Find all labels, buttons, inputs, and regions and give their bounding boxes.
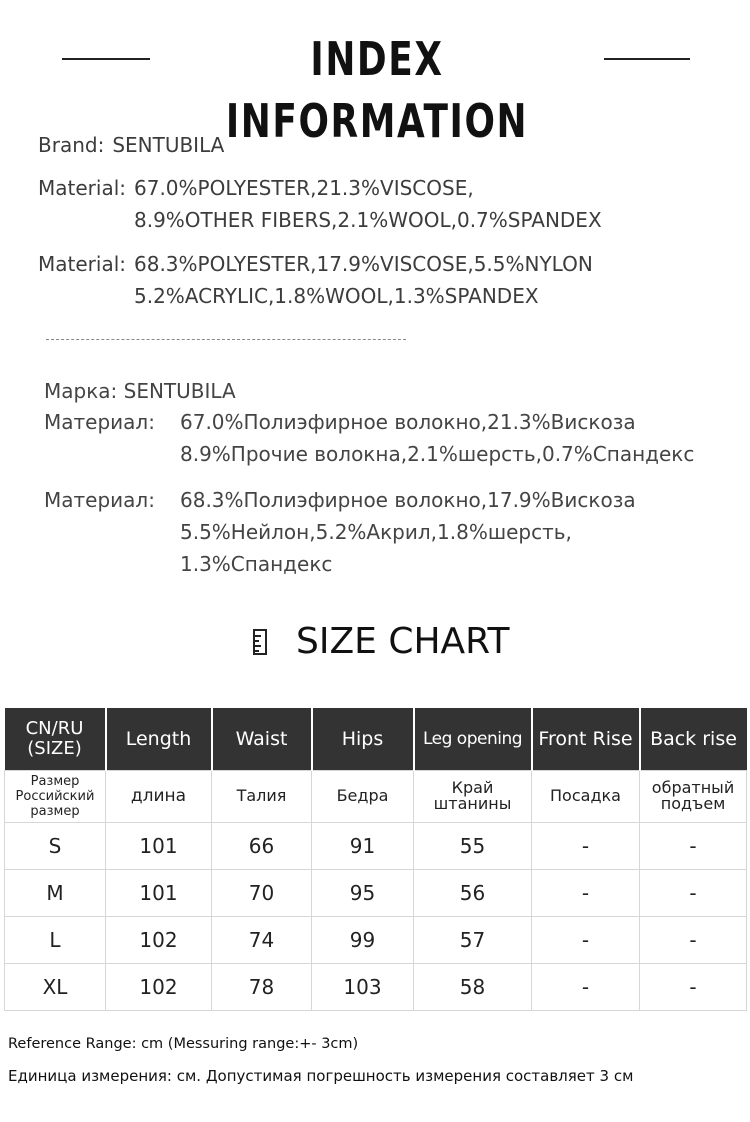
ru-header-length: длина — [106, 770, 212, 822]
cell-back-rise: - — [640, 916, 747, 963]
material-ru-label: Материал: — [44, 410, 155, 434]
cell-hips: 91 — [312, 822, 414, 869]
brand-ru: Марка: SENTUBILA — [44, 379, 236, 403]
brand-value: SENTUBILA — [112, 133, 225, 157]
material-ru-line: 5.5%Нейлон,5.2%Акрил,1.8%шерсть, — [180, 520, 572, 544]
cell-front-rise: - — [532, 916, 640, 963]
ru-header-front-rise: Посадка — [532, 770, 640, 822]
cell-size: S — [5, 822, 106, 869]
material-ru-value-1 — [180, 406, 694, 470]
ru-header-waist: Талия — [212, 770, 312, 822]
cell-size: M — [5, 869, 106, 916]
cell-hips: 103 — [312, 963, 414, 1010]
header-left-rule — [62, 58, 150, 60]
reference-range-note-ru: Единица измерения: см. Допустимая погрешность измерения составляет 3 см — [8, 1067, 634, 1085]
cell-back-rise: - — [640, 822, 747, 869]
cell-hips: 95 — [312, 869, 414, 916]
dashed-divider — [46, 339, 406, 340]
cell-length: 101 — [106, 869, 212, 916]
ru-header-size: Размер Российский размер — [5, 770, 106, 822]
brand-label: Brand: — [38, 133, 105, 157]
header-back-rise: Back rise — [640, 708, 747, 770]
material-label: Material: — [38, 176, 126, 200]
brand-row — [38, 130, 602, 160]
table-row — [5, 869, 747, 916]
header-front-rise: Front Rise — [532, 708, 640, 770]
reference-range-note: Reference Range: cm (Messuring range:+- 3cm) — [8, 1036, 359, 1052]
cell-front-rise: - — [532, 963, 640, 1010]
header-length: Length — [106, 708, 212, 770]
page-title: INDEX INFORMATION — [225, 32, 529, 148]
cell-waist: 74 — [212, 916, 312, 963]
material-line: 68.3%POLYESTER,17.9%VISCOSE,5.5%NYLON — [134, 252, 593, 276]
material-ru-line: 67.0%Полиэфирное волокно,21.3%Вискоза — [180, 410, 636, 434]
cell-length: 102 — [106, 963, 212, 1010]
cell-leg-opening: 58 — [414, 963, 532, 1010]
cell-leg-opening: 56 — [414, 869, 532, 916]
header-waist: Waist — [212, 708, 312, 770]
material-ru-value-2 — [180, 484, 636, 580]
ru-header-hips: Бедра — [312, 770, 414, 822]
material-value-2 — [126, 248, 593, 312]
material-value-1 — [126, 172, 602, 236]
material-label: Material: — [38, 252, 126, 276]
cell-waist: 78 — [212, 963, 312, 1010]
material-line: 5.2%ACRYLIC,1.8%WOOL,1.3%SPANDEX — [134, 284, 539, 308]
cell-length: 102 — [106, 916, 212, 963]
table-row-russian-headers — [5, 770, 747, 822]
cell-front-rise: - — [532, 869, 640, 916]
ruler-icon — [253, 629, 267, 655]
ru-header-leg-opening: Край штанины — [414, 770, 532, 822]
cell-hips: 99 — [312, 916, 414, 963]
cell-length: 101 — [106, 822, 212, 869]
material-ru-line: 8.9%Прочие волокна,2.1%шерсть,0.7%Спандекс — [180, 442, 695, 466]
material-line: 8.9%OTHER FIBERS,2.1%WOOL,0.7%SPANDEX — [134, 208, 602, 232]
ru-header-back-rise: обратный подъем — [640, 770, 747, 822]
header-leg-opening: Leg opening — [414, 708, 532, 770]
table-row — [5, 916, 747, 963]
cell-size: XL — [5, 963, 106, 1010]
material-ru-row-1 — [44, 406, 694, 470]
cell-waist: 66 — [212, 822, 312, 869]
header-size: CN/RU (SIZE) — [5, 708, 106, 770]
cell-waist: 70 — [212, 869, 312, 916]
table-row — [5, 822, 747, 869]
material-ru-row-2 — [44, 484, 694, 580]
cell-size: L — [5, 916, 106, 963]
size-chart-title: SIZE CHART — [296, 621, 510, 662]
cell-front-rise: - — [532, 822, 640, 869]
table-row — [5, 963, 747, 1010]
header-hips: Hips — [312, 708, 414, 770]
material-ru-line: 1.3%Спандекс — [180, 552, 333, 576]
material-ru-line: 68.3%Полиэфирное волокно,17.9%Вискоза — [180, 488, 636, 512]
material-line: 67.0%POLYESTER,21.3%VISCOSE, — [134, 176, 474, 200]
product-info-russian — [44, 376, 694, 580]
cell-leg-opening: 55 — [414, 822, 532, 869]
size-chart-table — [4, 708, 747, 1011]
cell-back-rise: - — [640, 963, 747, 1010]
size-chart-heading — [0, 614, 750, 670]
table-header-row — [5, 708, 747, 770]
cell-leg-opening: 57 — [414, 916, 532, 963]
material-row-1 — [38, 172, 602, 236]
material-ru-label: Материал: — [44, 488, 155, 512]
product-info-english — [38, 130, 602, 312]
header-right-rule — [604, 58, 690, 60]
material-row-2 — [38, 248, 602, 312]
cell-back-rise: - — [640, 869, 747, 916]
